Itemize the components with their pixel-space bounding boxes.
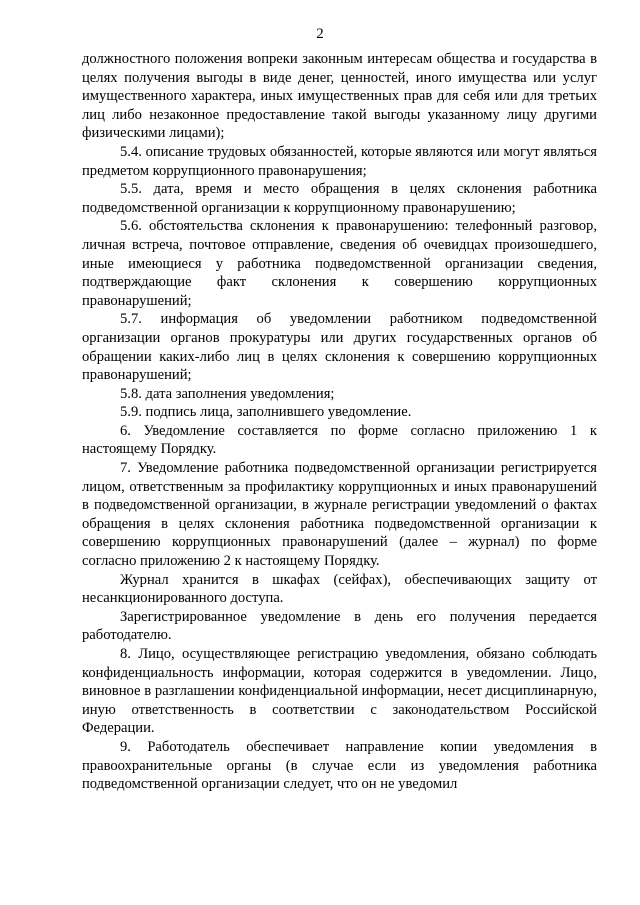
paragraph-7: 7. Уведомление работника подведомственной организации регистрируется лицом, ответственным за профилактику коррупционных и иных правонарушений в подведомственной организации, в журнале регистрации уведомлений о фактах обращения в целях склонения работника подведомственной организации к совершению коррупционных правонарушений (далее – журнал) по форме согласно приложению 2 к настоящему Порядку. [82,460,597,570]
paragraph-5-7: 5.7. информация об уведомлении работником подведомственной организации органов прокуратуры или других государственных органов об обращении каких-либо лиц в целях склонения к совершению коррупционных правонарушений; [82,311,597,384]
paragraph-6: 6. Уведомление составляется по форме согласно приложению 1 к настоящему Порядку. [82,422,597,458]
paragraph-5-8: 5.8. дата заполнения уведомления; [120,385,335,402]
paragraph-journal-storage: Журнал хранится в шкафах (сейфах), обеспечивающих защиту от несанкционированного доступа. [82,571,597,607]
document-body [82,50,597,794]
paragraph-5-9: 5.9. подпись лица, заполнившего уведомление. [120,404,412,421]
paragraph-continuation: должностного положения вопреки законным интересам общества и государства в целях получения выгоды в виде денег, ценностей, иного имущества или услуг имущественного характера, иных имущественных прав для себя или для третьих лиц либо незаконное предоставление такой выгоды указанному лицу другими физическими лицами); [82,51,597,142]
paragraph-8: 8. Лицо, осуществляющее регистрацию уведомления, обязано соблюдать конфиденциальность информации, которая содержится в уведомлении. Лицо, виновное в разглашении конфиденциальной информации, несет дисциплинарную, иную ответственность в соответствии с законодательством Российской Федерации. [82,646,597,737]
page-number: 2 [316,26,324,42]
paragraph-9: 9. Работодатель обеспечивает направление копии уведомления в правоохранительные органы (в случае если из уведомления работника подведомственной организации следует, что он не уведомил [82,738,597,793]
paragraph-5-4: 5.4. описание трудовых обязанностей, которые являются или могут являться предметом коррупционного правонарушения; [82,143,597,179]
paragraph-registered-notice: Зарегистрированное уведомление в день его получения передается работодателю. [82,608,597,644]
paragraph-5-6: 5.6. обстоятельства склонения к правонарушению: телефонный разговор, личная встреча, почтовое отправление, сведения об очевидцах произошедшего, иные имеющиеся у работника подведомственной организации сведения, подтверждающие факт склонения к совершению коррупционных правонарушений; [82,218,597,309]
paragraph-5-5: 5.5. дата, время и место обращения в целях склонения работника подведомственной организации к коррупционному правонарушению; [82,181,597,216]
